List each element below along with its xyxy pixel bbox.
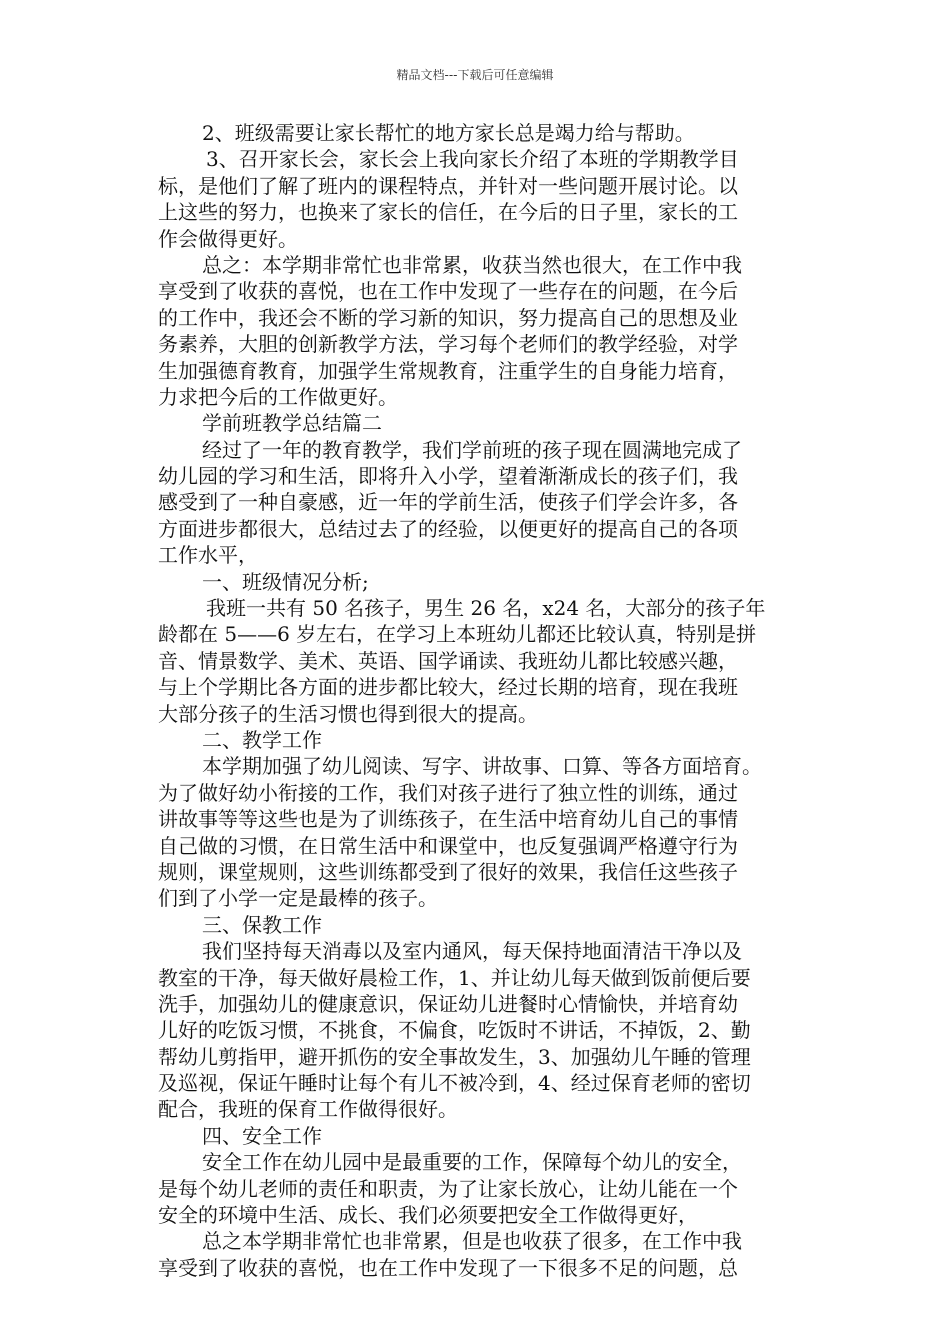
text-line: 一、班级情况分析; — [202, 569, 369, 594]
text-line: 大部分孩子的生活习惯也得到很大的提高。 — [158, 701, 538, 726]
text-line: 生加强德育教育，加强学生常规教育，注重学生的自身能力培育， — [158, 358, 738, 383]
text-line: 感受到了一种自豪感，近一年的学前生活，使孩子们学会许多，各 — [158, 490, 738, 515]
text-line: 三、保教工作 — [202, 912, 322, 937]
text-line: 是每个幼儿老师的责任和职责，为了让家长放心，让幼儿能在一个 — [158, 1176, 738, 1201]
text-line: 四、安全工作 — [202, 1123, 322, 1148]
text-line: 为了做好幼小衔接的工作，我们对孩子进行了独立性的训练，通过 — [158, 780, 738, 805]
text-line: 安全的环境中生活、成长、我们必须要把安全工作做得更好， — [158, 1203, 698, 1228]
text-line: 总之：本学期非常忙也非常累，收获当然也很大，在工作中我 — [202, 252, 742, 277]
text-line: 们到了小学一定是最棒的孩子。 — [158, 886, 438, 911]
text-line: 配合，我班的保育工作做得很好。 — [158, 1097, 458, 1122]
text-line: 的工作中，我还会不断的学习新的知识，努力提高自己的思想及业 — [158, 305, 738, 330]
document-body — [158, 120, 818, 1281]
text-line: 力求把今后的工作做更好。 — [158, 384, 398, 409]
text-line: 学前班教学总结篇二 — [202, 411, 382, 436]
text-line: 规则，课堂规则，这些训练都受到了很好的效果，我信任这些孩子 — [158, 859, 738, 884]
text-line: 幼儿园的学习和生活，即将升入小学，望着渐渐成长的孩子们，我 — [158, 464, 738, 489]
text-line: 享受到了收获的喜悦，也在工作中发现了一些存在的问题，在今后 — [158, 279, 738, 304]
text-line: 教室的干净，每天做好晨检工作，1、并让幼儿每天做到饭前便后要 — [158, 965, 751, 990]
text-line: 工作水平， — [158, 543, 258, 568]
text-line: 帮幼儿剪指甲，避开抓伤的安全事故发生，3、加强幼儿午睡的管理 — [158, 1044, 751, 1069]
text-line: 3、召开家长会，家长会上我向家长介绍了本班的学期教学目 — [206, 147, 739, 172]
text-line: 安全工作在幼儿园中是最重要的工作，保障每个幼儿的安全， — [202, 1150, 742, 1175]
text-line: 洗手，加强幼儿的健康意识，保证幼儿进餐时心情愉快，并培育幼 — [158, 991, 738, 1016]
text-line: 总之本学期非常忙也非常累，但是也收获了很多，在工作中我 — [202, 1229, 742, 1254]
text-line: 讲故事等等这些也是为了训练孩子，在生活中培育幼儿自己的事情 — [158, 807, 738, 832]
text-line: 方面进步都很大，总结过去了的经验，以便更好的提高自己的各项 — [158, 516, 738, 541]
text-line: 我班一共有 50 名孩子，男生 26 名，x24 名，大部分的孩子年 — [206, 596, 766, 621]
text-line: 上这些的努力，也换来了家长的信任，在今后的日子里，家长的工 — [158, 200, 738, 225]
text-line: 本学期加强了幼儿阅读、写字、讲故事、口算、等各方面培育。 — [202, 754, 762, 779]
page-header: 精品文档---下载后可任意编辑 — [396, 68, 554, 82]
text-line: 儿好的吃饭习惯，不挑食，不偏食，吃饭时不讲话，不掉饭，2、勤 — [158, 1018, 751, 1043]
text-line: 享受到了收获的喜悦，也在工作中发现了一下很多不足的问题，总 — [158, 1255, 738, 1280]
text-line: 2、班级需要让家长帮忙的地方家长总是竭力给与帮助。 — [202, 121, 695, 145]
text-line: 务素养，大胆的创新教学方法，学习每个老师们的教学经验，对学 — [158, 332, 738, 357]
text-line: 及巡视，保证午睡时让每个有儿不被冷到，4、经过保育老师的密切 — [158, 1071, 751, 1096]
text-line: 二、教学工作 — [202, 727, 322, 752]
text-line: 音、情景数学、美术、英语、国学诵读、我班幼儿都比较感兴趣， — [158, 648, 738, 673]
text-line: 作会做得更好。 — [158, 226, 298, 251]
text-line: 与上个学期比各方面的进步都比较大，经过长期的培育，现在我班 — [158, 675, 738, 700]
text-line: 经过了一年的教育教学，我们学前班的孩子现在圆满地完成了 — [202, 437, 742, 462]
text-line: 我们坚持每天消毒以及室内通风，每天保持地面清洁干净以及 — [202, 939, 742, 964]
text-line: 龄都在 5——6 岁左右，在学习上本班幼儿都还比较认真，特别是拼 — [158, 622, 757, 647]
text-line: 自己做的习惯，在日常生活中和课堂中，也反复强调严格遵守行为 — [158, 833, 738, 858]
text-line: 标，是他们了解了班内的课程特点，并针对一些问题开展讨论。以 — [158, 173, 738, 198]
